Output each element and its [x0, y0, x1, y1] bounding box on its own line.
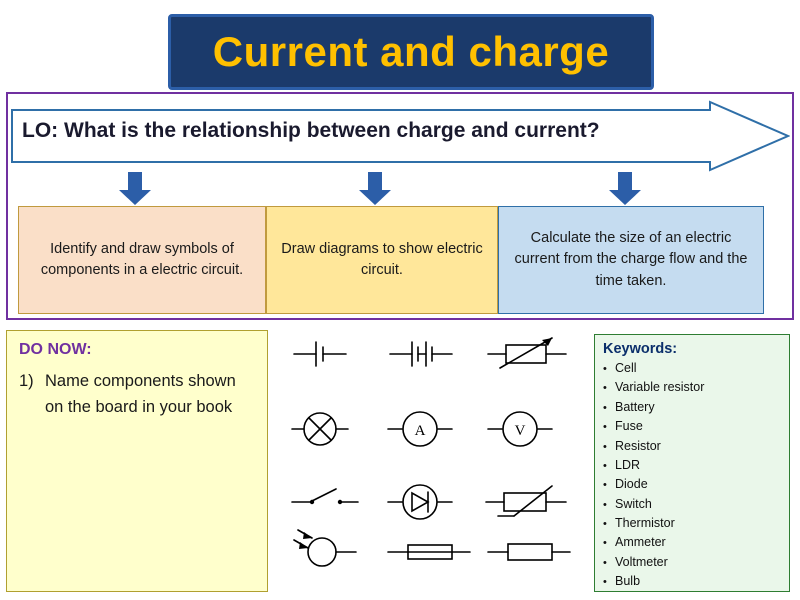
svg-text:V: V: [514, 423, 526, 439]
voltmeter-symbol: [488, 412, 552, 446]
resistor-symbol: [488, 544, 570, 560]
keyword-text: Thermistor: [615, 516, 675, 530]
list-item: [603, 456, 781, 475]
bullet-icon: •: [603, 421, 607, 434]
fuse-symbol: [388, 545, 470, 559]
bullet-icon: •: [603, 382, 607, 395]
list-item-number: 1): [19, 372, 34, 390]
list-item: [603, 437, 781, 456]
bullet-icon: •: [603, 459, 607, 472]
keyword-text: Battery: [615, 399, 655, 414]
do-now-box: [6, 330, 268, 592]
objective-text: Calculate the size of an electric current from the charge flow and the time taken.: [514, 230, 748, 289]
objective-box-3: [498, 206, 764, 314]
down-arrow-icon: [605, 172, 645, 206]
list-item: [603, 572, 781, 591]
list-item-text: Name components shown on the board in your book: [45, 372, 236, 416]
objective-box-2: [266, 206, 498, 314]
page-title: Current and charge: [212, 28, 610, 75]
list-item: [603, 533, 781, 552]
keyword-text: Ammeter: [615, 535, 666, 550]
svg-text:A: A: [414, 423, 426, 439]
bulb-symbol: [292, 413, 348, 445]
keywords-list: [603, 359, 781, 592]
learning-objective-text: [22, 118, 722, 143]
list-item: [603, 553, 781, 572]
variable-resistor-symbol: [488, 338, 566, 368]
objective-text: Identify and draw symbols of components in a electric circuit.: [40, 240, 244, 278]
keyword-text: Bulb: [615, 574, 641, 589]
list-item: [603, 514, 781, 533]
cell-symbol: [294, 342, 346, 366]
do-now-title: DO NOW:: [19, 341, 92, 358]
lo-label: LO: [22, 119, 52, 142]
bullet-icon: •: [603, 440, 607, 453]
objective-box-1: [18, 206, 266, 314]
keyword-text: Voltmeter: [615, 554, 668, 569]
keyword-text: Diode: [615, 477, 648, 492]
list-item: [603, 398, 781, 417]
bullet-icon: •: [603, 518, 607, 530]
diode-symbol: [388, 485, 452, 519]
objective-text: Draw diagrams to show electric circuit.: [281, 240, 483, 278]
keyword-text: LDR: [615, 457, 641, 472]
bullet-icon: •: [603, 556, 607, 569]
bullet-icon: •: [603, 401, 607, 414]
keywords-title: Keywords:: [603, 341, 678, 357]
list-item: [603, 378, 781, 397]
bullet-icon: •: [603, 537, 607, 550]
bullet-icon: •: [603, 576, 607, 589]
bullet-icon: •: [603, 498, 607, 511]
circuit-symbols-diagram: [290, 334, 590, 584]
list-item: [19, 369, 255, 420]
down-arrow-icon: [115, 172, 155, 206]
keywords-box: [594, 334, 790, 592]
keyword-text: Fuse: [615, 419, 643, 434]
lo-question: : What is the relationship between charge and current?: [51, 119, 600, 142]
list-item: [603, 475, 781, 494]
switch-symbol: [292, 489, 358, 504]
ammeter-symbol: [388, 412, 452, 446]
do-now-list: [19, 369, 255, 420]
keyword-text: Resistor: [615, 438, 661, 453]
ldr-symbol: [294, 530, 356, 566]
down-arrow-icon: [355, 172, 395, 206]
keyword-text: Cell: [615, 361, 637, 375]
battery-symbol: [390, 342, 452, 366]
bullet-icon: •: [603, 479, 607, 492]
list-item: [603, 417, 781, 436]
thermistor-symbol: [486, 486, 566, 516]
keyword-text: Variable resistor: [615, 380, 705, 395]
list-item: [603, 495, 781, 514]
bullet-icon: •: [603, 363, 607, 375]
title-banner: [168, 14, 654, 90]
list-item: [603, 359, 781, 378]
keyword-text: Switch: [615, 496, 652, 511]
